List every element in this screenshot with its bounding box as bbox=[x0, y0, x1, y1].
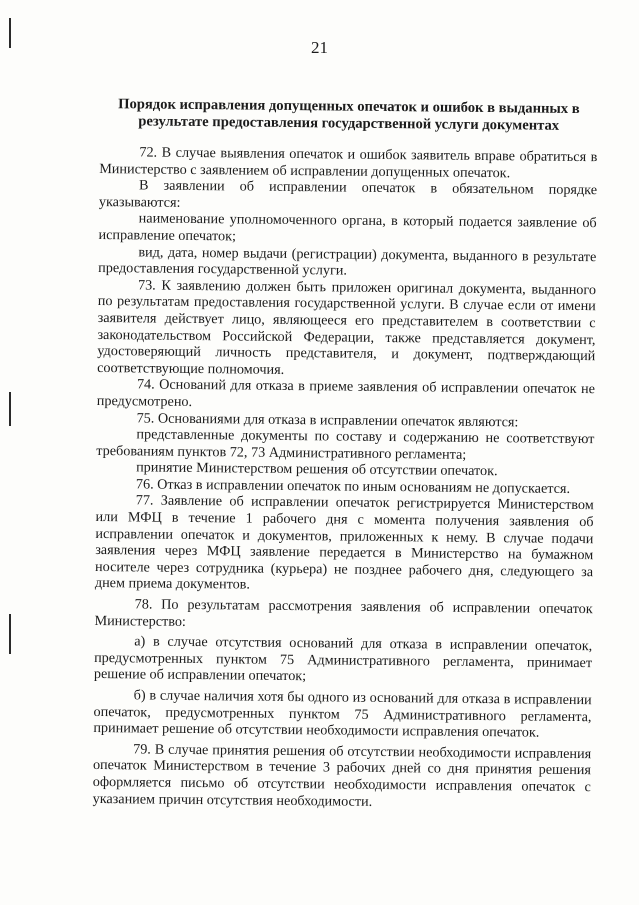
paragraph-document-details: вид, дата, номер выдачи (регистрации) документа, выданного в результате предоставления государственной услуги. bbox=[98, 243, 597, 279]
paragraph-74: 74. Оснований для отказа в приеме заявления об исправлении опечаток не предусмотрено. bbox=[96, 376, 596, 410]
paragraph-77: 77. Заявление об исправлении опечаток регистрируется Министерством или МФЦ в течение 1 рабочего дня с момента получения заявления об исправлении опечаток и документов, приложенных к нему. В случае подачи заявления через МФЦ заявление передается в Министерство на бумажном носителе через сотрудника (курьера) не позднее рабочего дня, следующего за днем приема документов. bbox=[94, 492, 594, 594]
paragraph-75: 75. Основаниями для отказа в исправлении опечаток являются: bbox=[136, 409, 519, 430]
scan-margin-mark-middle bbox=[9, 392, 11, 426]
paragraph-75-reason-1: представленные документы по составу и содержанию не соответствуют требованиям пунктов 72, 73 Административного регламента; bbox=[96, 426, 595, 463]
paragraph-78-a: а) в случае отсутствия оснований для отказа в исправлении опечаток, предусмотренных пунктом 75 Административного регламента, принимает решение об исправлении опечаток; bbox=[93, 633, 593, 685]
paragraph-75-reason-2: принятие Министерством решения об отсутствии опечаток. bbox=[136, 459, 498, 480]
paragraph-73: 73. К заявлению должен быть приложен оригинал документа, выданного по результатам предоставления государственной услуги. В случае если от имени заявителя действует лицо, являющееся его представителем в соответствии с законодательством Российской Федерации, также представляется документ, удостоверяющий личность представителя, и документ, подтверждающий соответствующие полномочия. bbox=[97, 277, 597, 378]
scan-margin-mark-lower bbox=[9, 614, 11, 654]
paragraph-79: 79. В случае принятия решения об отсутствии необходимости исправления опечаток Министерством в течение 3 рабочих дней со дня принятия решения оформляется письмо об отсутствии необходимости исправления опечаток с указанием причин отсутствия необходимости. bbox=[92, 741, 592, 810]
paragraph-72: 72. В случае выявления опечаток и ошибок заявитель вправе обратиться в Министерство с заявлением об исправлении допущенных опечаток. bbox=[99, 144, 598, 181]
paragraph-78: 78. По результатам рассмотрения заявления об исправлении опечаток Министерство: bbox=[94, 596, 593, 630]
page-number: 21 bbox=[311, 38, 328, 57]
document-body bbox=[93, 96, 598, 812]
paragraph-78-b: б) в случае наличия хотя бы одного из оснований для отказа в исправлении опечаток, предусмотренных пунктом 75 Административного регламента, принимает решение об отсутствии необходимости исправления опечаток. bbox=[93, 687, 592, 741]
paragraph-76: 76. Отказ в исправлении опечаток по иным основаниям не допускается. bbox=[135, 476, 571, 497]
paragraph-authority-name: наименование уполномоченного органа, в который подается заявление об исправление опечаток; bbox=[98, 210, 597, 245]
section-title: Порядок исправления допущенных опечаток и ошибок в выданных в результате предоставления государственной услуги документах bbox=[118, 96, 580, 134]
paragraph-application-contents: В заявлении об исправлении опечаток в обязательном порядке указываются: bbox=[98, 177, 598, 211]
